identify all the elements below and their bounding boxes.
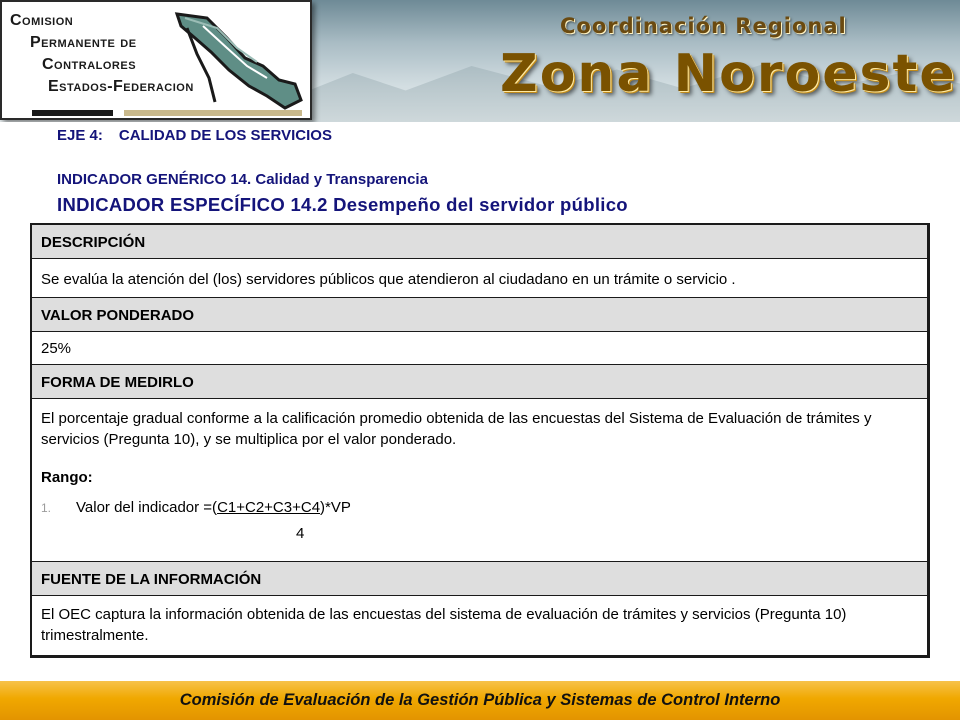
description-header: DESCRIPCIÓN (32, 225, 927, 259)
indicator-table (30, 223, 930, 658)
range-label: Rango: (41, 469, 93, 486)
logo-line-1: Comision (10, 12, 74, 29)
formula-number: 1. (41, 501, 52, 515)
weighted-value-header: VALOR PONDERADO (32, 298, 927, 332)
generic-indicator-heading: INDICADOR GENÉRICO 14. Calidad y Transparencia (57, 171, 428, 188)
logo-line-2: Permanente de (30, 34, 137, 51)
logo-line-3: Contralores (42, 56, 137, 73)
description-text: Se evalúa la atención del (los) servidores públicos que atendieron al ciudadano en un trámite o servicio . (32, 259, 927, 298)
logo-line-4: Estados-Federacion (48, 78, 194, 95)
formula-divisor: 4 (296, 525, 305, 542)
measurement-text: El porcentaje gradual conforme a la calificación promedio obtenida de las encuestas del Sistema de Evaluación de trámites y servicios (Pregunta 10), y se multiplica por el valor ponderado. (41, 410, 872, 448)
axis-title: CALIDAD DE LOS SERVICIOS (118, 127, 332, 144)
axis-label: EJE 4: (57, 127, 103, 144)
logo-stripe (32, 110, 302, 116)
source-header: FUENTE DE LA INFORMACIÓN (32, 562, 927, 596)
logo-panel (0, 0, 312, 120)
formula-prefix: Valor del indicador =( (76, 499, 218, 516)
axis-heading (57, 127, 332, 144)
mexico-map-logo-icon (167, 8, 307, 116)
indicator-formula (41, 497, 918, 519)
source-text: El OEC captura la información obtenida de las encuestas del sistema de evaluación de trámites y servicios (Pregunta 10) trimestralmente. (41, 606, 847, 644)
formula-suffix: )*VP (320, 499, 351, 516)
header-banner (0, 0, 960, 122)
weighted-value-text: 25% (32, 332, 927, 365)
footer-bar: Comisión de Evaluación de la Gestión Pública y Sistemas de Control Interno (0, 681, 960, 720)
specific-indicator-heading: INDICADOR ESPECÍFICO 14.2 Desempeño del servidor público (57, 194, 628, 215)
formula-numerator: C1+C2+C3+C4 (217, 499, 321, 516)
measurement-header: FORMA DE MEDIRLO (32, 365, 927, 399)
measurement-cell (32, 399, 927, 562)
region-subtitle: Coordinación Regional (560, 14, 847, 38)
region-title: Zona Noroeste (500, 44, 957, 104)
